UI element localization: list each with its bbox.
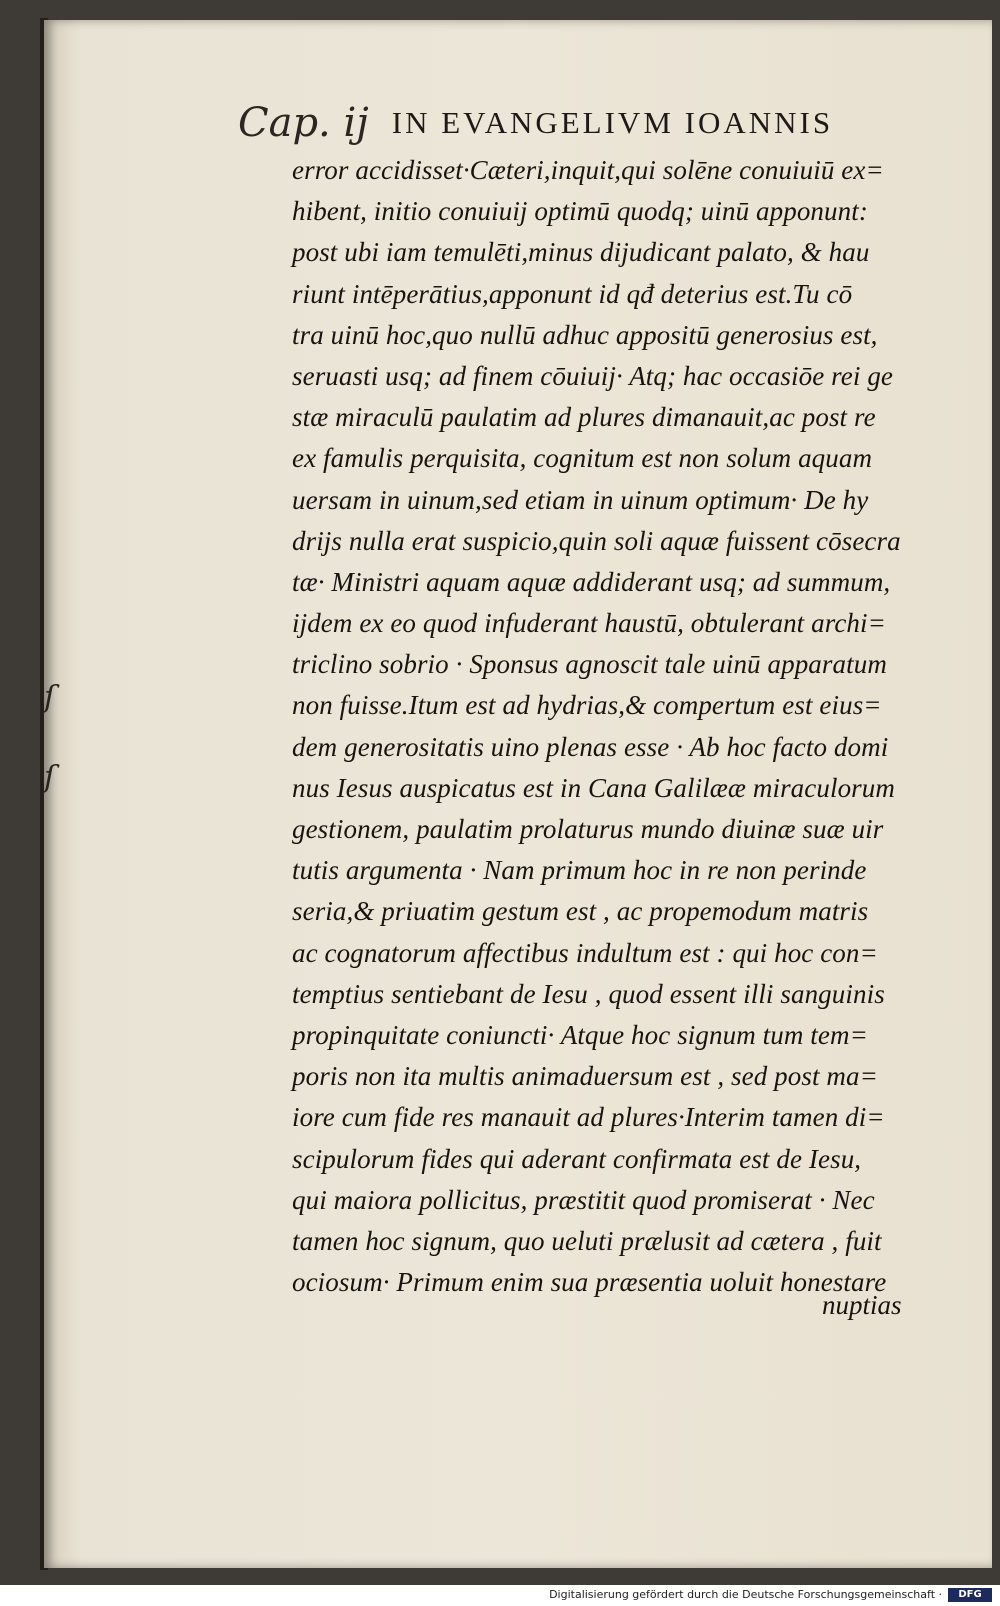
page-title: IN EVANGELIVM IOANNIS: [391, 105, 834, 140]
text-line: uersam in uinum,sed etiam in uinum optimum· De hy: [292, 484, 869, 515]
margin-trace-mark: ſ: [44, 680, 56, 715]
text-line: tamen hoc signum, quo ueluti prælusit ad cætera , fuit: [292, 1225, 882, 1256]
text-line: seria,& priuatim gestum est , ac propemodum matris: [292, 896, 869, 927]
catchword: nuptias: [822, 1290, 902, 1320]
text-line: non fuisse.Itum est ad hydrias,& compertum est eius=: [292, 690, 882, 721]
text-line: stæ miraculū paulatim ad plures dimanauit,ac post re: [292, 402, 876, 433]
text-line: propinquitate coniuncti· Atque hoc signum tum tem=: [292, 1019, 868, 1050]
text-line: tutis argumenta · Nam primum hoc in re non perinde: [292, 855, 867, 886]
text-line: drijs nulla erat suspicio,quin soli aquæ fuissent cōsecra: [292, 525, 901, 556]
text-line: poris non ita multis animaduersum est , sed post ma=: [292, 1061, 878, 1092]
funding-credit: Digitalisierung gefördert durch die Deutsche Forschungsgemeinschaft ·: [549, 1588, 942, 1601]
text-line: iore cum fide res manauit ad plures·Interim tamen di=: [292, 1102, 885, 1133]
text-line: ijdem ex eo quod infuderant haustū, obtulerant archi=: [292, 608, 886, 639]
text-line: temptius sentiebant de Iesu , quod essent illi sanguinis: [292, 978, 885, 1009]
footer-bar: [0, 1585, 1000, 1606]
running-head: [238, 100, 918, 150]
text-line: error accidisset·Cæteri,inquit,qui solēne conuiuiū ex=: [292, 155, 884, 185]
text-line: ex famulis perquisita, cognitum est non solum aquam: [292, 443, 873, 474]
text-line: tra uinū hoc,quo nullū adhuc appositū generosius est,: [292, 319, 878, 350]
text-line: triclino sobrio · Sponsus agnoscit tale uinū apparatum: [292, 649, 887, 680]
text-line: riunt intēperātius,apponunt id qđ deterius est.Tu cō: [292, 278, 853, 309]
text-line: nus Iesus auspicatus est in Cana Galilææ miraculorum: [292, 772, 895, 803]
text-line: seruasti usq; ad finem cōuiuij· Atq; hac occasiōe rei ge: [292, 360, 893, 391]
text-line: qui maiora pollicitus, præstitit quod promiserat · Nec: [292, 1184, 875, 1215]
text-line: hibent, initio conuiuij optimū quodq; uinū apponunt:: [292, 196, 868, 227]
text-line: post ubi iam temulēti,minus dijudicant palato, & hau: [292, 237, 870, 268]
margin-note: Cap. ij: [238, 100, 369, 146]
body-text: [292, 150, 952, 1303]
text-line: dem generositatis uino plenas esse · Ab hoc facto domi: [292, 731, 889, 762]
dfg-logo: DFG: [948, 1588, 992, 1602]
text-line: tæ· Ministri aquam aquæ addiderant usq; ad summum,: [292, 566, 891, 597]
text-line: scipulorum fides qui aderant confirmata est de Iesu,: [292, 1143, 862, 1174]
text-line: ac cognatorum affectibus indultum est : qui hoc con=: [292, 937, 878, 968]
margin-trace-mark: ſ: [44, 760, 56, 795]
text-line: ociosum· Primum enim sua præsentia uoluit honestare: [292, 1267, 887, 1298]
text-line: gestionem, paulatim prolaturus mundo diuinæ suæ uir: [292, 814, 884, 844]
